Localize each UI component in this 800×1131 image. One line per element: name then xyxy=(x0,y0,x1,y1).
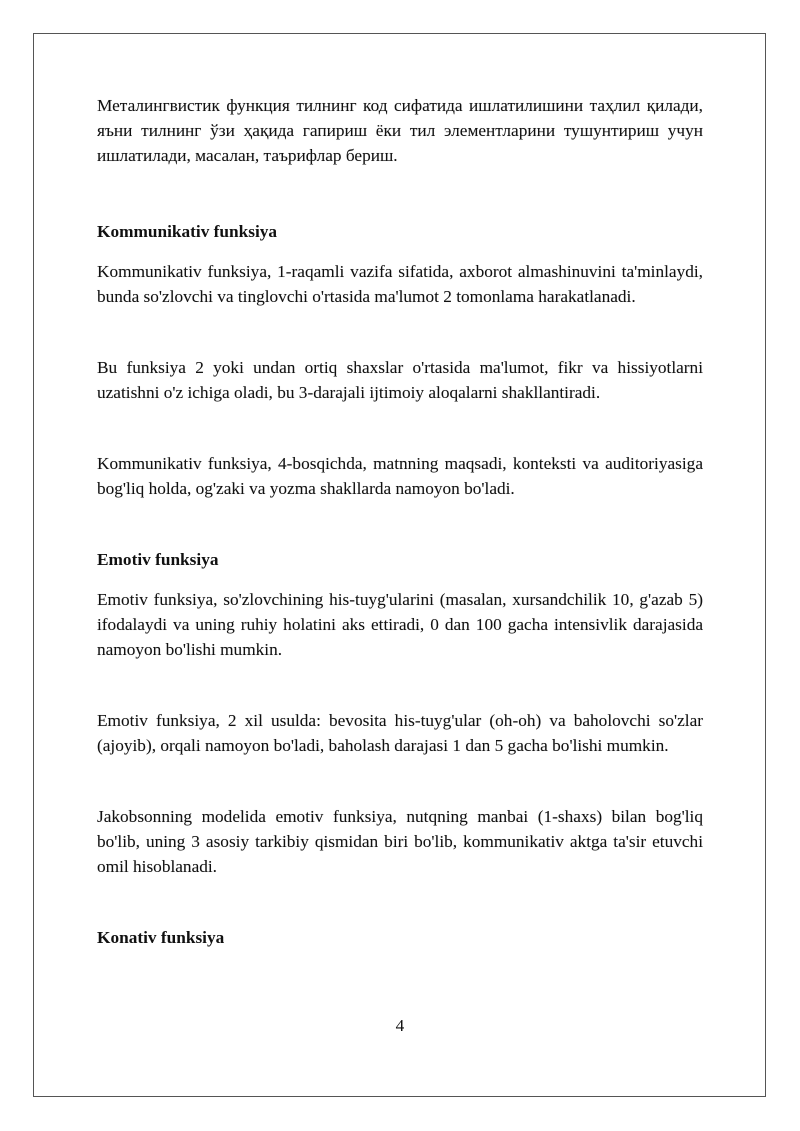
paragraph-emotiv-1: Emotiv funksiya, so'zlovchining his-tuyg'ularini (masalan, xursandchilik 10, g'azab 5) ifodalaydi va uning ruhiy holatini aks ettiradi, 0 dan 100 gacha intensivlik darajasida namoyon bo'lishi mumkin. xyxy=(97,590,703,659)
paragraph-kommunikativ-2: Bu funksiya 2 yoki undan ortiq shaxslar o'rtasida ma'lumot, fikr va hissiyotlarni uzatishni o'z ichiga oladi, bu 3-darajali ijtimoiy aloqalarni shakllantiradi. xyxy=(97,358,703,402)
page-content xyxy=(97,93,703,950)
paragraph-metalinguistic: Металингвистик функция тилнинг код сифатида ишлатилишини таҳлил қилади, яъни тилнинг ўзи ҳақида гапириш ёки тил элементларини тушунтириш учун ишлатилади, масалан, таърифлар бериш. xyxy=(97,96,703,165)
paragraph-kommunikativ-3: Kommunikativ funksiya, 4-bosqichda, matnning maqsadi, konteksti va auditoriyasiga bog'liq holda, og'zaki va yozma shakllarda namoyon bo'ladi. xyxy=(97,454,703,498)
heading-kommunikativ: Kommunikativ funksiya xyxy=(97,222,278,241)
paragraph-kommunikativ-1: Kommunikativ funksiya, 1-raqamli vazifa sifatida, axborot almashinuvini ta'minlaydi, bunda so'zlovchi va tinglovchi o'rtasida ma'lumot 2 tomonlama harakatlanadi. xyxy=(97,262,703,306)
heading-emotiv: Emotiv funksiya xyxy=(97,550,219,569)
page-number: 4 xyxy=(395,1016,405,1035)
paragraph-emotiv-2: Emotiv funksiya, 2 xil usulda: bevosita his-tuyg'ular (oh-oh) va baholovchi so'zlar (ajoyib), orqali namoyon bo'ladi, baholash darajasi 1 dan 5 gacha bo'lishi mumkin. xyxy=(97,711,703,755)
paragraph-emotiv-3: Jakobsonning modelida emotiv funksiya, nutqning manbai (1-shaxs) bilan bog'liq bo'lib, uning 3 asosiy tarkibiy qismidan biri bo'lib, kommunikativ aktga ta'sir etuvchi omil hisoblanadi. xyxy=(97,807,703,876)
heading-konativ: Konativ funksiya xyxy=(97,928,225,947)
